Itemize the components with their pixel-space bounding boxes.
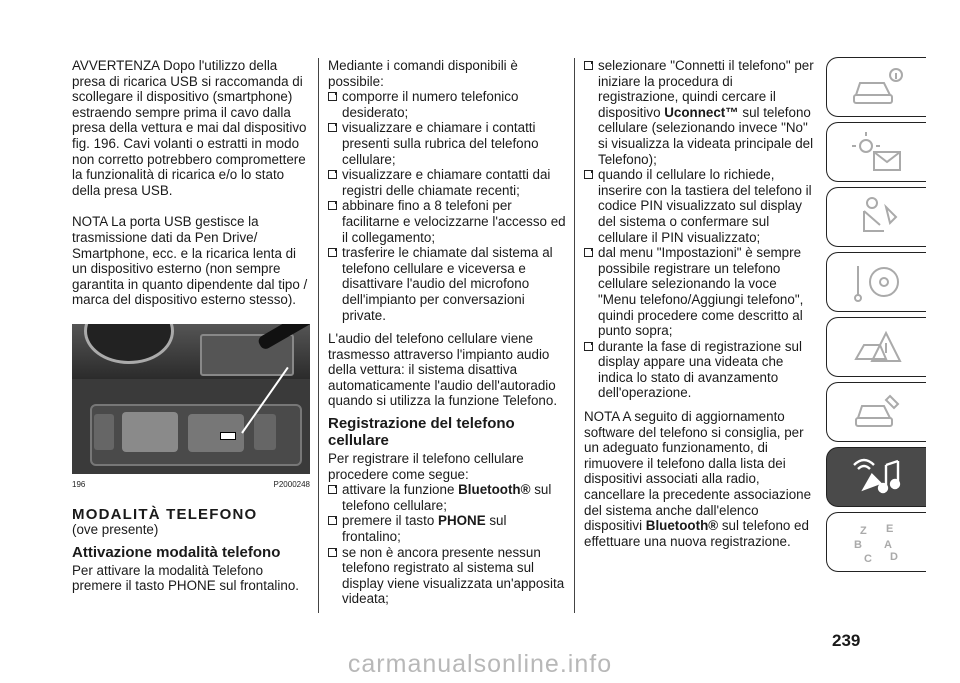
- activation-paragraph: Per attivare la modalità Telefono premere il tasto PHONE sul frontalino.: [72, 562, 299, 594]
- usb-port-photo: [72, 324, 310, 474]
- checkbox-bullet-icon: [584, 342, 593, 351]
- list-item: attivare la funzione Bluetooth® sul telefono cellulare;: [328, 482, 566, 513]
- checkbox-bullet-icon: [584, 170, 593, 179]
- watermark: carmanualsonline.info: [347, 650, 613, 678]
- chapter-tabs: [826, 57, 928, 577]
- car-info-icon[interactable]: [826, 57, 926, 117]
- list-item: quando il cellulare lo richiede, inserire con la tastiera del telefono il codice PIN visualizzato sul display del sistema o confermare sul cellulare il PIN visualizzato;: [584, 167, 816, 245]
- note-usb-paragraph: NOTA La porta USB gestisce la trasmissione dati da Pen Drive/ Smartphone, ecc. e la ricarica lenta di un dispositivo esterno (non sempre garantita in quanto dipendente dal tipo / marca del dispositivo esterno stesso).: [72, 214, 308, 308]
- audio-paragraph: L'audio del telefono cellulare viene trasmesso attraverso l'impianto audio della vettura: il sistema disattiva automaticamente l'audio dell'autoradio quando si utilizza la funzione Telefono.: [328, 331, 558, 409]
- registration-paragraph: Per registrare il telefono cellulare procedere come segue:: [328, 451, 524, 482]
- warning-lights-icon[interactable]: [826, 122, 926, 182]
- list-item: durante la fase di registrazione sul display appare una videata che indica lo stato di avanzamento dell'operazione.: [584, 339, 816, 401]
- checkbox-bullet-icon: [328, 92, 337, 101]
- figure-code: P2000248: [273, 479, 310, 489]
- column-middle: [328, 58, 566, 607]
- list-item: se non è ancora presente nessun telefono registrato al sistema sul display viene visualizzata un'apposita videata;: [328, 545, 566, 607]
- checkbox-bullet-icon: [328, 485, 337, 494]
- intro-paragraph: Mediante i comandi disponibili è possibile:: [328, 58, 518, 89]
- checkbox-bullet-icon: [328, 548, 337, 557]
- alphabetical-index-icon[interactable]: [826, 512, 926, 572]
- maintenance-car-icon[interactable]: [826, 382, 926, 442]
- figure-caption: [72, 477, 310, 493]
- list-item: trasferire le chiamate dal sistema al telefono cellulare e viceversa e disattivare l'audio del microfono dell'impianto per conversazioni private.: [328, 245, 566, 323]
- list-item: comporre il numero telefonico desiderato;: [328, 89, 566, 120]
- warning-paragraph: AVVERTENZA Dopo l'utilizzo della presa di ricarica USB si raccomanda di scollegare il dispositivo (smartphone) estraendo sempre prima il cavo dalla presa della vettura e mai dal dispositivo fig. 196. Cavi volanti o estratti in modo non corretto potrebbero compromettere la funzionalità di ricarica e/o lo stato della presa USB.: [72, 58, 307, 198]
- checkbox-bullet-icon: [584, 248, 593, 257]
- checkbox-bullet-icon: [328, 516, 337, 525]
- list-item: abbinare fino a 8 telefoni per facilitarne e velocizzarne l'accesso ed il collegamento;: [328, 198, 566, 245]
- registration-heading: Registrazione del telefono cellulare: [328, 415, 515, 450]
- checkbox-bullet-icon: [584, 61, 593, 70]
- list-item: premere il tasto PHONE sul frontalino;: [328, 513, 566, 544]
- page-number: 239: [832, 631, 861, 650]
- emergency-triangle-icon[interactable]: [826, 317, 926, 377]
- checkbox-bullet-icon: [328, 201, 337, 210]
- index-letter: E: [885, 523, 893, 535]
- list-item: selezionare "Connetti il telefono" per iniziare la procedura di registrazione, quindi cercare il dispositivo Uconnect™ sul telefono cellulare (selezionando invece "No" si visualizza la videata principale del Telefono);: [584, 58, 816, 167]
- index-letter: B: [853, 539, 862, 551]
- checkbox-bullet-icon: [328, 123, 337, 132]
- activation-heading: Attivazione modalità telefono: [72, 543, 281, 561]
- column-left: [72, 58, 310, 594]
- list-item: visualizzare e chiamare contatti dai registri delle chiamate recenti;: [328, 167, 566, 198]
- index-letter: Z: [859, 525, 867, 537]
- index-letter: A: [883, 539, 892, 551]
- multimedia-phone-icon[interactable]: [826, 447, 926, 507]
- index-letter: C: [863, 553, 872, 564]
- safety-seat-icon[interactable]: [826, 187, 926, 247]
- figure-number: 196: [72, 479, 86, 489]
- checkbox-bullet-icon: [328, 170, 337, 179]
- list-item: visualizzare e chiamare i contatti presenti sulla rubrica del telefono cellulare;: [328, 120, 566, 167]
- section-subtitle: (ove presente): [72, 522, 159, 538]
- list-item: dal menu "Impostazioni" è sempre possibile registrare un telefono cellulare selezionando la voce "Menu telefono/Aggiungi telefono", quindi procedere come descritto al punto sopra;: [584, 245, 816, 339]
- section-title: MODALITÀ TELEFONO: [72, 505, 258, 523]
- update-note-paragraph: NOTA A seguito di aggiornamento software del telefono si consiglia, per un adeguato funzionamento, di rimuovere il telefono dalla lista dei dispositivi associati alla radio, cancellare la precedente associazione del sistema anche dall'elenco dispositivi Bluetooth® sul telefono ed effettuare una nuova registrazione.: [584, 409, 812, 549]
- checkbox-bullet-icon: [328, 248, 337, 257]
- column-divider: [574, 58, 575, 613]
- steering-key-icon[interactable]: [826, 252, 926, 312]
- index-letter: D: [889, 551, 898, 563]
- column-divider: [318, 58, 319, 613]
- column-right: [584, 58, 816, 549]
